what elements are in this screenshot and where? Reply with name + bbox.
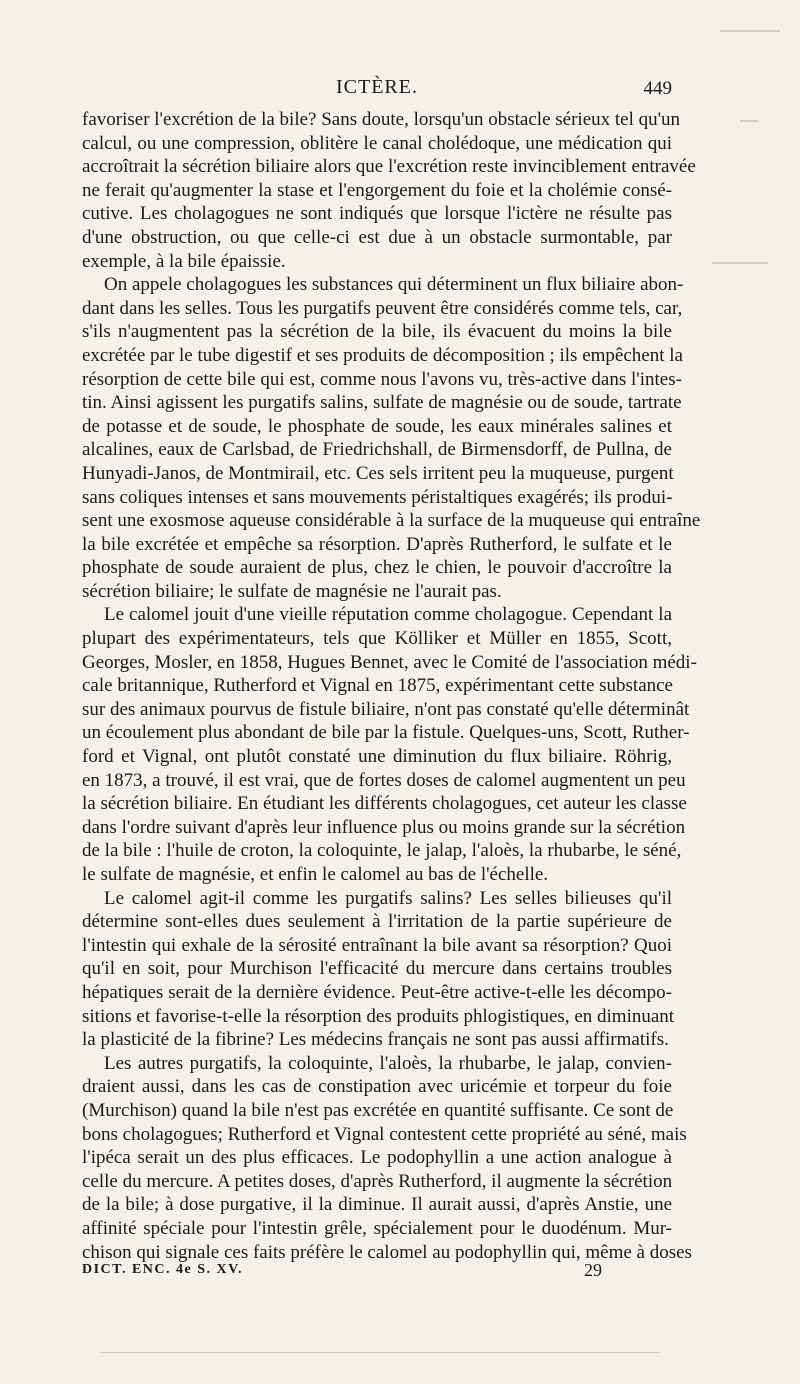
- text-line: plupart des expérimentateurs, tels que Kölliker et Müller en 1855, Scott,: [82, 628, 672, 650]
- text-line: On appele cholagogues les substances qui déterminent un flux biliaire abon-: [104, 274, 684, 296]
- scan-mark: [740, 120, 758, 122]
- text-line: ne ferait qu'augmenter la stase et l'engorgement du foie et la cholémie consé-: [82, 179, 672, 201]
- text-line: chison qui signale ces faits préfère le calomel au podophyllin qui, même à doses: [82, 1241, 692, 1263]
- text-line: sent une exosmose aqueuse considérable à la surface de la muqueuse qui entraîne: [82, 510, 701, 532]
- printer-signature: DICT. ENC. 4e S. XV.: [82, 1262, 243, 1277]
- text-line: Les autres purgatifs, la coloquinte, l'aloès, la rhubarbe, le jalap, convien-: [104, 1052, 672, 1074]
- text-line: calcul, ou une compression, oblitère le canal cholédoque, une médication qui: [82, 132, 672, 154]
- running-head: [82, 76, 672, 104]
- scan-mark: [100, 1352, 660, 1353]
- text-line: d'une obstruction, ou que celle-ci est due à un obstacle surmontable, par: [82, 226, 672, 248]
- text-line: accroîtrait la sécrétion biliaire alors que l'excrétion reste invinciblement entravée: [82, 156, 696, 178]
- text-line: un écoulement plus abondant de bile par la fistule. Quelques-uns, Scott, Ruther-: [82, 722, 690, 744]
- scan-mark: [712, 262, 768, 264]
- text-line: cutive. Les cholagogues ne sont indiqués que lorsque l'ictère ne résulte pas: [82, 203, 672, 225]
- text-line: favoriser l'excrétion de la bile? Sans doute, lorsqu'un obstacle sérieux tel qu'un: [82, 109, 681, 130]
- text-line: excrétée par le tube digestif et ses produits de décomposition ; ils empêchent la: [82, 344, 683, 366]
- text-line: de potasse et de soude, le phosphate de soude, les eaux minérales salines et: [82, 415, 672, 437]
- text-line: draient aussi, dans les cas de constipation avec uricémie et torpeur du foie: [82, 1076, 672, 1098]
- text-line: exemple, à la bile épaissie.: [82, 250, 286, 272]
- text-line: qu'il en soit, pour Murchison l'efficacité du mercure dans certains troubles: [82, 958, 672, 980]
- text-line: Le calomel agit-il comme les purgatifs salins? Les selles bilieuses qu'il: [104, 887, 672, 909]
- sheet-number: 29: [584, 1260, 602, 1280]
- text-line: Georges, Mosler, en 1858, Hugues Bennet, avec le Comité de l'association médi-: [82, 651, 697, 673]
- text-line: sur des animaux pourvus de fistule biliaire, n'ont pas constaté qu'elle déterminât: [82, 698, 690, 720]
- page-footer: [82, 1262, 672, 1286]
- text-line: cale britannique, Rutherford et Vignal en 1875, expérimentant cette substance: [82, 675, 673, 697]
- text-line: sécrétion biliaire; le sulfate de magnésie ne l'aurait pas.: [82, 580, 502, 602]
- page-title: ICTÈRE.: [336, 76, 418, 98]
- text-line: Hunyadi-Janos, de Montmirail, etc. Ces sels irritent peu la muqueuse, purgent: [82, 462, 674, 484]
- text-line: alcalines, eaux de Carlsbad, de Friedrichshall, de Birmensdorff, de Pullna, de: [82, 439, 672, 461]
- text-line: dans l'ordre suivant d'après leur influence plus ou moins grande sur la sécrétion: [82, 816, 686, 838]
- body-text: [82, 108, 701, 1264]
- text-line: de la bile; à dose purgative, il la diminue. Il aurait aussi, d'après Anstie, une: [82, 1194, 672, 1216]
- text-line: sans coliques intenses et sans mouvements péristaltiques exagérés; ils produi-: [82, 486, 673, 508]
- text-line: résorption de cette bile qui est, comme nous l'avons vu, très-active dans l'intes-: [82, 368, 682, 390]
- text-line: (Murchison) quand la bile n'est pas excrétée en quantité suffisante. Ce sont de: [82, 1099, 674, 1121]
- text-line: la plasticité de la fibrine? Les médecins français ne sont pas aussi affirmatifs.: [82, 1029, 669, 1051]
- text-line: en 1873, a trouvé, il est vrai, que de fortes doses de calomel augmentent un peu: [82, 769, 686, 791]
- text-line: détermine sont-elles dues seulement à l'irritation de la partie supérieure de: [82, 911, 672, 933]
- text-line: l'ipéca serait un des plus efficaces. Le podophyllin a une action analogue à: [82, 1147, 672, 1169]
- text-line: bons cholagogues; Rutherford et Vignal contestent cette propriété au séné, mais: [82, 1123, 687, 1145]
- text-line: s'ils n'augmentent pas la sécrétion de la bile, ils évacuent du moins la bile: [82, 321, 672, 343]
- text-line: affinité spéciale pour l'intestin grêle, spécialement pour le duodénum. Mur-: [82, 1217, 672, 1239]
- text-line: la bile excrétée et empêche sa résorption. D'après Rutherford, le sulfate et le: [82, 533, 672, 555]
- text-line: l'intestin qui exhale de la sérosité entraînant la bile avant sa résorption? Quoi: [82, 934, 672, 956]
- text-line: la sécrétion biliaire. En étudiant les différents cholagogues, cet auteur les classe: [82, 793, 687, 815]
- text-line: sitions et favorise-t-elle la résorption des produits phlogistiques, en diminuant: [82, 1005, 675, 1027]
- text-line: le sulfate de magnésie, et enfin le calomel au bas de l'échelle.: [82, 864, 549, 885]
- page-number: 449: [643, 78, 672, 99]
- text-line: dant dans les selles. Tous les purgatifs peuvent être considérés comme tels, car,: [82, 297, 683, 319]
- text-line: Le calomel jouit d'une vieille réputation comme cholagogue. Cependant la: [104, 604, 672, 626]
- text-line: hépatiques serait de la dernière évidence. Peut-être active-t-elle les décompo-: [82, 981, 672, 1003]
- text-line: tin. Ainsi agissent les purgatifs salins, sulfate de magnésie ou de soude, tartrate: [82, 392, 682, 414]
- scan-mark: [720, 30, 780, 32]
- text-line: de la bile : l'huile de croton, la coloquinte, le jalap, l'aloès, la rhubarbe, le séné,: [82, 840, 682, 862]
- text-line: ford et Vignal, ont plutôt constaté une diminution du flux biliaire. Röhrig,: [82, 746, 672, 768]
- text-line: celle du mercure. A petites doses, d'après Rutherford, il augmente la sécrétion: [82, 1170, 673, 1192]
- text-line: phosphate de soude auraient de plus, chez le chien, le pouvoir d'accroître la: [82, 557, 672, 579]
